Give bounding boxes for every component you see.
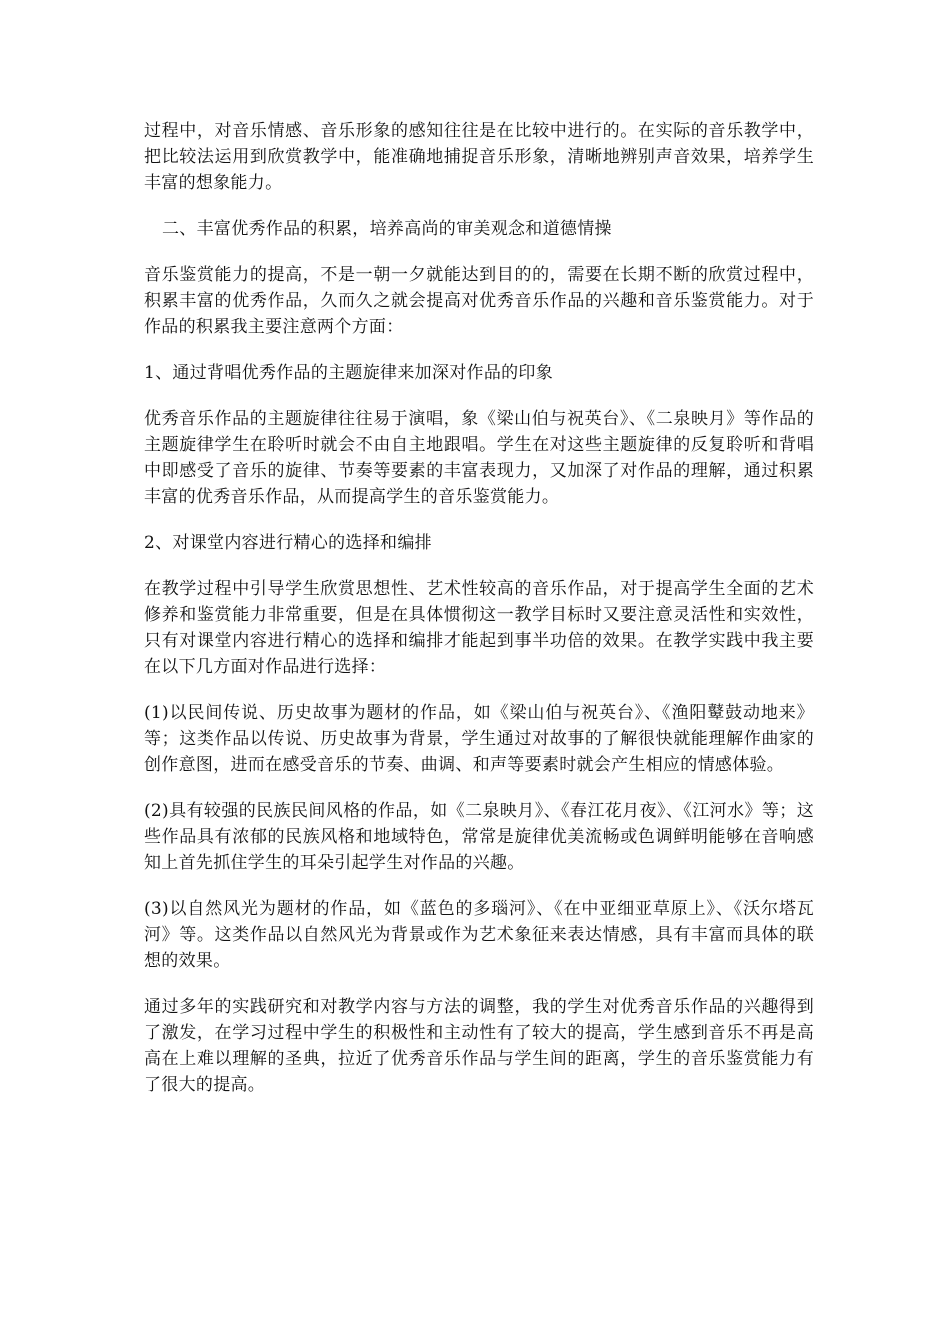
paragraph-intro-continued: 过程中，对音乐情感、音乐形象的感知往往是在比较中进行的。在实际的音乐教学中，把比较法运用到欣赏教学中，能准确地捕捉音乐形象，清晰地辨别声音效果，培养学生丰富的想象能力。: [144, 121, 814, 193]
section-heading-2: 二、丰富优秀作品的积累，培养高尚的审美观念和道德情操: [162, 219, 612, 239]
paragraph-melody: 优秀音乐作品的主题旋律往往易于演唱，象《梁山伯与祝英台》、《二泉映月》等作品的主题旋律学生在聆听时就会不由自主地跟唱。学生在对这些主题旋律的反复聆听和背唱中即感受了音乐的旋律、节奏等要素的丰富表现力，又加深了对作品的理解，通过积累丰富的优秀音乐作品，从而提高学生的音乐鉴赏能力。: [144, 409, 814, 507]
paragraph-selection: 在教学过程中引导学生欣赏思想性、艺术性较高的音乐作品，对于提高学生全面的艺术修养和鉴赏能力非常重要，但是在具体惯彻这一教学目标时又要注意灵活性和实效性，只有对课堂内容进行精心的选择和编排才能起到事半功倍的效果。在教学实践中我主要在以下几方面对作品进行选择：: [144, 579, 814, 677]
subheading-item-1: 1、通过背唱优秀作品的主题旋律来加深对作品的印象: [144, 363, 554, 383]
paragraph-folk-legend: (1)以民间传说、历史故事为题材的作品，如《梁山伯与祝英台》、《渔阳鼙鼓动地来》等；这类作品以传说、历史故事为背景，学生通过对故事的了解很快就能理解作曲家的创作意图，进而在感受音乐的节奏、曲调、和声等要素时就会产生相应的情感体验。: [144, 703, 814, 775]
document-page: [144, 118, 814, 1118]
paragraph-conclusion: 通过多年的实践研究和对教学内容与方法的调整，我的学生对优秀音乐作品的兴趣得到了激发，在学习过程中学生的积极性和主动性有了较大的提高，学生感到音乐不再是高高在上难以理解的圣典，拉近了优秀音乐作品与学生间的距离，学生的音乐鉴赏能力有了很大的提高。: [144, 997, 814, 1095]
paragraph-accumulation: 音乐鉴赏能力的提高，不是一朝一夕就能达到目的的，需要在长期不断的欣赏过程中，积累丰富的优秀作品，久而久之就会提高对优秀音乐作品的兴趣和音乐鉴赏能力。对于作品的积累我主要注意两个方面：: [144, 265, 814, 337]
subheading-item-2: 2、对课堂内容进行精心的选择和编排: [144, 533, 432, 553]
paragraph-nature: (3)以自然风光为题材的作品，如《蓝色的多瑙河》、《在中亚细亚草原上》、《沃尔塔瓦河》等。这类作品以自然风光为背景或作为艺术象征来表达情感，具有丰富而具体的联想的效果。: [144, 899, 814, 971]
paragraph-folk-style: (2)具有较强的民族民间风格的作品，如《二泉映月》、《春江花月夜》、《江河水》等；这些作品具有浓郁的民族风格和地域特色，常常是旋律优美流畅或色调鲜明能够在音响感知上首先抓住学生的耳朵引起学生对作品的兴趣。: [144, 801, 814, 873]
